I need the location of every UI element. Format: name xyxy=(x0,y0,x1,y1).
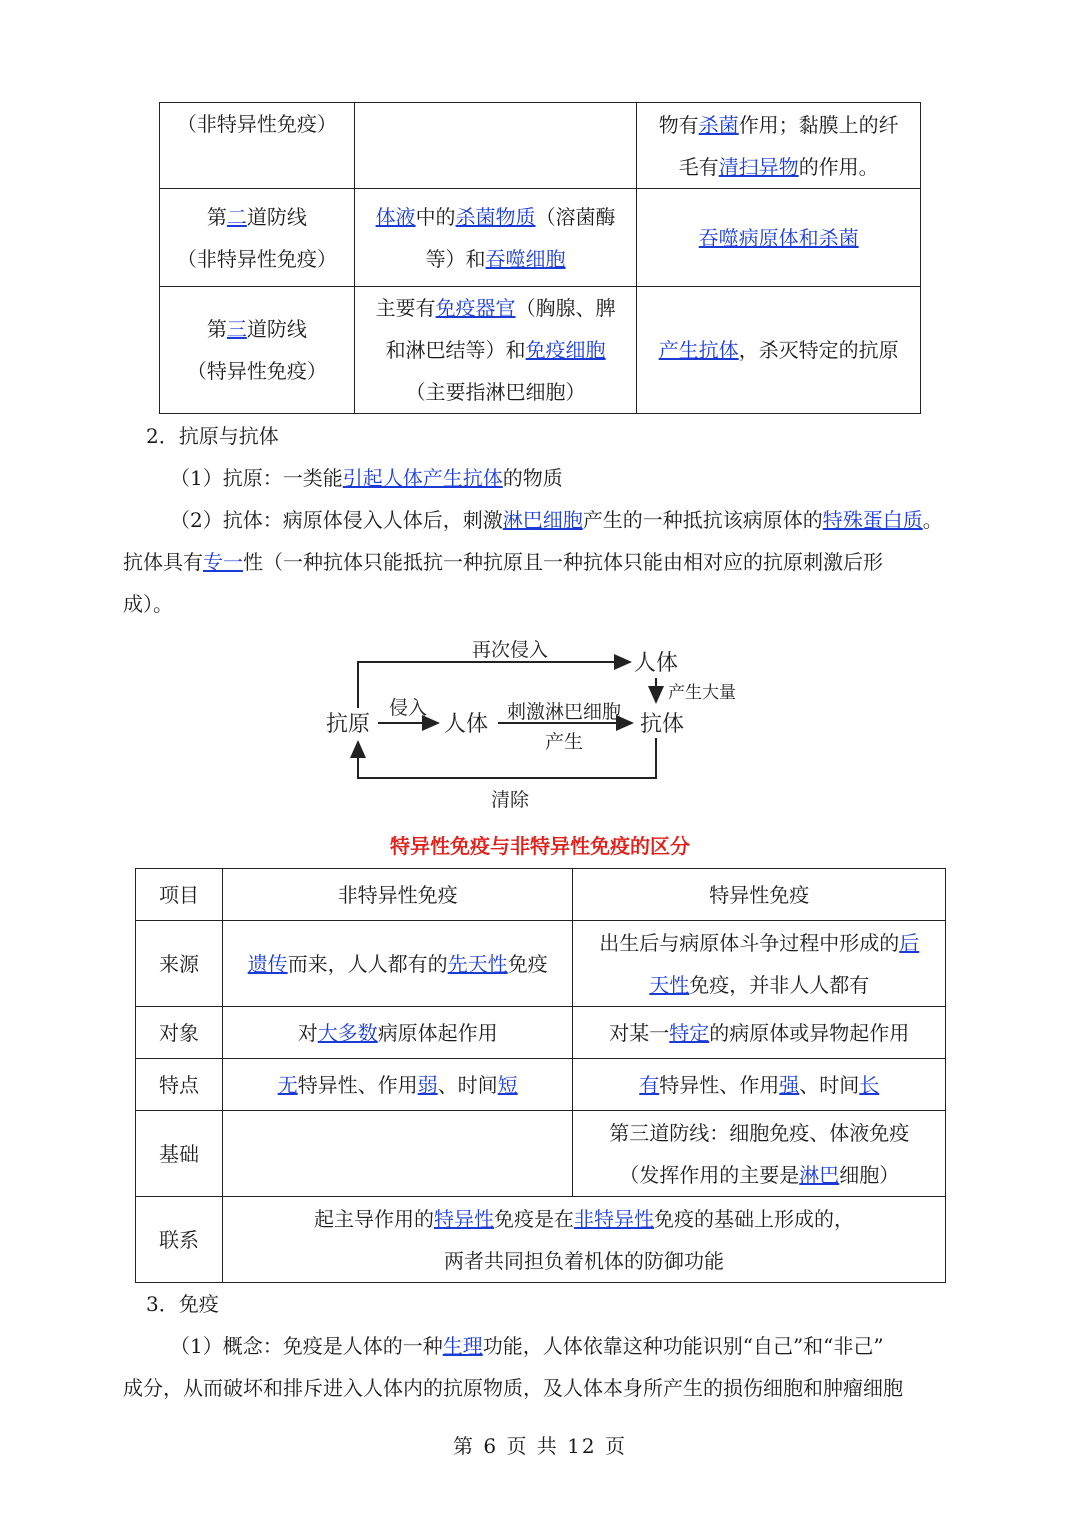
arrow-clear xyxy=(358,738,656,778)
cell-text: 第 xyxy=(206,317,227,341)
cell-text: 第三道防线：细胞免疫、体液免疫 xyxy=(609,1120,910,1145)
cell-text: 和淋巴结等）和 xyxy=(385,338,526,362)
text: （1）抗原：一类能 xyxy=(170,466,343,490)
paragraph xyxy=(170,499,943,541)
cell-text: （特异性免疫） xyxy=(186,359,327,383)
defense-lines-table xyxy=(159,102,921,414)
keyword: 短 xyxy=(497,1072,518,1097)
cell-text: 、时间 xyxy=(437,1072,498,1097)
keyword: 有 xyxy=(639,1072,660,1097)
cell-text: （主要指淋巴细胞） xyxy=(405,380,586,404)
header-cell: 特异性免疫 xyxy=(573,869,946,921)
keyword: 生理 xyxy=(442,1334,483,1358)
cell-text: 的作用。 xyxy=(798,154,879,179)
row-label: 来源 xyxy=(136,921,223,1007)
section-heading: 2．抗原与抗体 xyxy=(146,424,279,448)
paragraph xyxy=(170,457,563,499)
cell-text: 中的 xyxy=(415,204,456,229)
cell-text: 的病原体或异物起作用 xyxy=(709,1020,910,1045)
table-row xyxy=(160,287,921,414)
header-cell: 非特异性免疫 xyxy=(222,869,573,921)
cell-text: 特异性、作用 xyxy=(659,1072,780,1097)
cell-text: 对 xyxy=(297,1020,318,1045)
text: 的物质 xyxy=(502,466,563,490)
label-antibody: 抗体 xyxy=(639,712,685,737)
page-footer: 第 6 页 共 12 页 xyxy=(453,1434,627,1458)
text: 性（一种抗体只能抵抗一种抗原且一种抗体只能由相对应的抗原刺激后形 xyxy=(243,550,883,574)
table-row xyxy=(160,103,921,189)
keyword: 清扫异物 xyxy=(718,154,799,179)
text: 功能，人体依靠这种功能识别“自己”和“非己” xyxy=(482,1334,884,1358)
keyword: 淋巴 xyxy=(799,1162,840,1187)
cell-text: （胸腺、脾 xyxy=(515,296,616,320)
label-antigen: 抗原 xyxy=(325,712,371,737)
keyword: 体液 xyxy=(375,204,416,229)
table-row xyxy=(136,1111,946,1197)
cell-text: 特异性、作用 xyxy=(297,1072,418,1097)
keyword: 引起人体产生抗体 xyxy=(342,466,503,490)
keyword: 三 xyxy=(226,317,247,341)
table-row xyxy=(136,921,946,1007)
cell-text: 作用；黏膜上的纤 xyxy=(738,112,899,137)
keyword: 淋巴细胞 xyxy=(502,508,583,532)
cell-text: （溶菌酶 xyxy=(535,204,616,229)
paragraph xyxy=(123,541,883,583)
keyword: 免疫器官 xyxy=(435,296,516,320)
cell-text: （发挥作用的主要是 xyxy=(619,1162,800,1187)
text: 抗体具有 xyxy=(123,550,203,574)
keyword: 天性 xyxy=(649,972,690,997)
keyword: 先天性 xyxy=(447,951,508,976)
label-produce-large: 产生大量 xyxy=(668,683,736,703)
table-row xyxy=(136,1059,946,1111)
cell-text: ，杀灭特定的抗原 xyxy=(738,338,899,362)
cell-text: （非特异性免疫） xyxy=(176,112,337,136)
cell-text: 免疫的基础上形成的， xyxy=(653,1206,854,1231)
keyword: 无 xyxy=(277,1072,298,1097)
keyword: 后 xyxy=(899,930,920,955)
cell-text: 细胞） xyxy=(839,1162,900,1187)
keyword: 特殊蛋白质 xyxy=(822,508,923,532)
immunity-comparison-table xyxy=(135,868,946,1283)
text: 产生的一种抵抗该病原体的 xyxy=(582,508,823,532)
cell-text: 道防线 xyxy=(246,204,307,229)
row-label: 联系 xyxy=(136,1197,223,1283)
cell-text: 病原体起作用 xyxy=(377,1020,498,1045)
section-heading: 3．免疫 xyxy=(146,1292,219,1316)
keyword: 特异性 xyxy=(433,1206,494,1231)
paragraph xyxy=(170,1325,884,1367)
cell-text: 第 xyxy=(206,204,227,229)
text: （2）抗体：病原体侵入人体后，刺激 xyxy=(170,508,503,532)
keyword: 吞噬病原体和杀菌 xyxy=(698,225,859,250)
table-title: 特异性免疫与非特异性免疫的区分 xyxy=(390,834,690,858)
cell-text: 对某一 xyxy=(609,1020,670,1045)
keyword: 大多数 xyxy=(317,1020,378,1045)
cell-text: （非特异性免疫） xyxy=(176,246,337,271)
paragraph: 成分，从而破坏和排斥进入人体内的抗原物质，及人体本身所产生的损伤细胞和肿瘤细胞 xyxy=(123,1376,903,1400)
text: 。 xyxy=(922,508,943,532)
text: （1）概念：免疫是人体的一种 xyxy=(170,1334,443,1358)
table-header-row xyxy=(136,869,946,921)
table-row xyxy=(136,1007,946,1059)
label-stimulate: 刺激淋巴细胞 xyxy=(506,701,622,723)
label-reinvade: 再次侵入 xyxy=(471,639,549,661)
cell-text: 出生后与病原体斗争过程中形成的 xyxy=(599,930,900,955)
keyword: 强 xyxy=(779,1072,800,1097)
label-person-top: 人体 xyxy=(633,651,679,676)
keyword: 专一 xyxy=(203,550,243,574)
keyword: 杀菌物质 xyxy=(455,204,536,229)
row-label: 对象 xyxy=(136,1007,223,1059)
cell-text: 免疫 xyxy=(507,951,548,976)
cell-text: 两者共同担负着机体的防御功能 xyxy=(443,1248,724,1273)
cell-text: 物有 xyxy=(658,112,699,137)
keyword: 弱 xyxy=(417,1072,438,1097)
cell-text: 主要有 xyxy=(375,296,436,320)
paragraph: 成）。 xyxy=(123,592,173,616)
keyword: 特定 xyxy=(669,1020,710,1045)
cell-text: 而来，人人都有的 xyxy=(287,951,448,976)
cell-text: 道防线 xyxy=(246,317,307,341)
keyword: 免疫细胞 xyxy=(525,338,606,362)
cell-text: 免疫是在 xyxy=(493,1206,574,1231)
label-clear: 清除 xyxy=(490,789,530,811)
keyword: 遗传 xyxy=(247,951,288,976)
cell-text: 、时间 xyxy=(799,1072,860,1097)
cell-text: 免疫，并非人人都有 xyxy=(689,972,870,997)
label-invade: 侵入 xyxy=(388,697,428,719)
keyword: 产生抗体 xyxy=(658,338,739,362)
cell-text: 毛有 xyxy=(678,154,719,179)
label-produce: 产生 xyxy=(544,731,584,753)
keyword: 吞噬细胞 xyxy=(485,246,566,271)
cell-text: 等）和 xyxy=(425,246,486,271)
table-row xyxy=(136,1197,946,1283)
keyword: 非特异性 xyxy=(573,1206,654,1231)
keyword: 二 xyxy=(226,204,247,229)
keyword: 长 xyxy=(859,1072,880,1097)
cell-text: 起主导作用的 xyxy=(313,1206,434,1231)
row-label: 基础 xyxy=(136,1111,223,1197)
keyword: 杀菌 xyxy=(698,112,739,137)
antigen-antibody-diagram xyxy=(300,630,760,820)
header-cell: 项目 xyxy=(136,869,223,921)
row-label: 特点 xyxy=(136,1059,223,1111)
label-person-mid: 人体 xyxy=(443,712,489,737)
table-row xyxy=(160,189,921,287)
